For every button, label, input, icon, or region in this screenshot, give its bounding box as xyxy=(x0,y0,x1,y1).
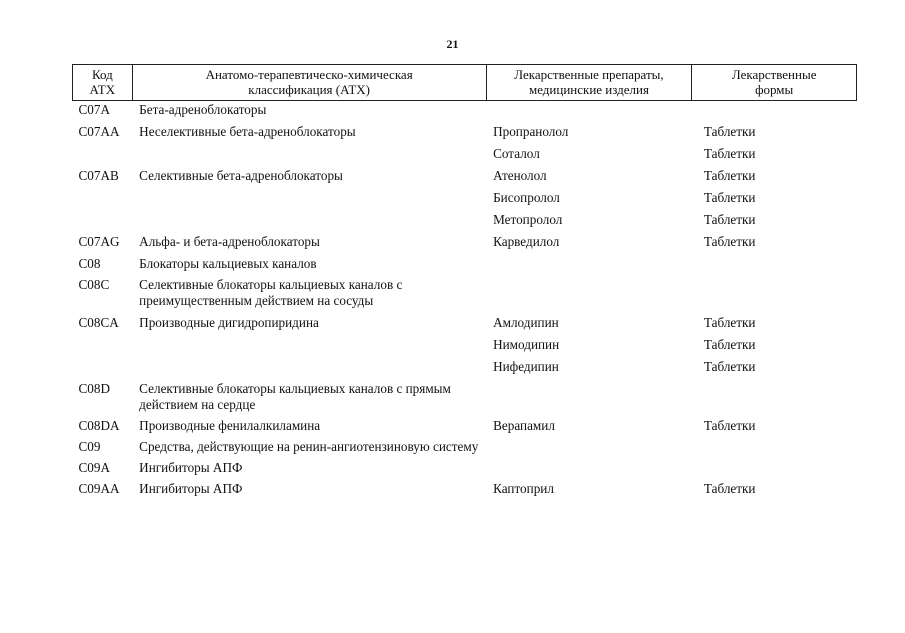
drug-name-cell: Каптоприл xyxy=(493,481,554,496)
table-row xyxy=(73,118,857,140)
classification-cell: Производные фенилалкиламина xyxy=(139,418,321,433)
classification-cell xyxy=(132,353,486,375)
drug-name-cell xyxy=(486,250,692,272)
dosage-form-cell: Таблетки xyxy=(703,146,756,161)
drug-name-cell xyxy=(486,272,692,309)
table-row xyxy=(73,331,857,353)
drug-name-cell: Карведилол xyxy=(493,234,560,249)
classification-cell: Средства, действующие на ренин-ангиотензиновую систему xyxy=(139,439,479,454)
table-row xyxy=(73,272,857,309)
dosage-form-cell: Таблетки xyxy=(703,337,756,352)
table-row xyxy=(73,455,857,476)
classification-cell: Альфа- и бета-адреноблокаторы xyxy=(139,234,320,249)
dosage-form-cell: Таблетки xyxy=(703,234,756,249)
atx-code-cell xyxy=(73,206,133,228)
atx-code-cell: C07AA xyxy=(78,124,120,139)
drug-name-cell: Амлодипин xyxy=(493,315,559,330)
drug-name-cell: Соталол xyxy=(493,146,540,161)
table-row xyxy=(73,228,857,250)
atx-code-cell: C08D xyxy=(78,381,111,396)
classification-cell: Бета-адреноблокаторы xyxy=(139,102,267,117)
header-forms: Лекарственные формы xyxy=(692,65,857,101)
atx-code-cell: C08CA xyxy=(78,315,119,330)
classification-cell: Селективные блокаторы кальциевых каналов с преимущественным действием на сосуды xyxy=(139,277,403,308)
header-drugs: Лекарственные препараты, медицинские изделия xyxy=(486,65,692,101)
atx-code-cell: C07AB xyxy=(78,168,119,183)
atx-code-cell: C09A xyxy=(78,460,111,475)
atx-code-cell: C09 xyxy=(78,439,101,454)
table-row xyxy=(73,140,857,162)
drug-name-cell: Метопролол xyxy=(493,212,563,227)
table-row xyxy=(73,184,857,206)
drug-name-cell: Нимодипин xyxy=(493,337,560,352)
atx-code-cell xyxy=(73,184,133,206)
classification-cell: Производные дигидропиридина xyxy=(139,315,319,330)
table-row xyxy=(73,353,857,375)
drug-name-cell xyxy=(486,101,692,119)
classification-cell: Селективные бета-адреноблокаторы xyxy=(139,168,343,183)
dosage-form-cell: Таблетки xyxy=(703,124,756,139)
atx-code-cell: C08 xyxy=(78,256,101,271)
dosage-form-cell xyxy=(692,455,857,476)
classification-cell: Ингибиторы АПФ xyxy=(139,460,243,475)
dosage-form-cell xyxy=(692,101,857,119)
classification-cell xyxy=(132,331,486,353)
classification-cell xyxy=(132,140,486,162)
atx-code-cell: C08DA xyxy=(78,418,120,433)
atx-table xyxy=(72,64,857,497)
drug-name-cell: Нифедипин xyxy=(493,359,559,374)
table-row xyxy=(73,413,857,434)
drug-name-cell: Верапамил xyxy=(493,418,555,433)
dosage-form-cell xyxy=(692,250,857,272)
dosage-form-cell xyxy=(692,375,857,413)
drug-name-cell xyxy=(486,375,692,413)
header-classification: Анатомо-терапевтическо-химическая классификация (АТХ) xyxy=(132,65,486,101)
dosage-form-cell: Таблетки xyxy=(703,190,756,205)
atx-code-cell: C07A xyxy=(78,102,111,117)
classification-cell: Селективные блокаторы кальциевых каналов с прямым действием на сердце xyxy=(139,381,451,412)
table-header-row xyxy=(73,65,857,101)
dosage-form-cell: Таблетки xyxy=(703,359,756,374)
classification-cell xyxy=(132,206,486,228)
table-row xyxy=(73,101,857,119)
table-body xyxy=(73,101,857,498)
drug-name-cell: Бисопролол xyxy=(493,190,560,205)
dosage-form-cell: Таблетки xyxy=(703,418,756,433)
dosage-form-cell: Таблетки xyxy=(703,481,756,496)
table-row xyxy=(73,476,857,497)
classification-cell: Ингибиторы АПФ xyxy=(139,481,243,496)
atx-code-cell xyxy=(73,353,133,375)
page-number: 21 xyxy=(446,37,459,51)
table-row xyxy=(73,309,857,331)
drug-name-cell xyxy=(486,455,692,476)
table-row xyxy=(73,375,857,413)
dosage-form-cell: Таблетки xyxy=(703,212,756,227)
dosage-form-cell xyxy=(692,272,857,309)
dosage-form-cell xyxy=(692,434,857,455)
table-row xyxy=(73,434,857,455)
drug-name-cell: Атенолол xyxy=(493,168,547,183)
drug-name-cell xyxy=(486,434,692,455)
atx-code-cell xyxy=(73,140,133,162)
atx-code-cell: C07AG xyxy=(78,234,120,249)
header-code: Код АТХ xyxy=(73,65,133,101)
dosage-form-cell: Таблетки xyxy=(703,315,756,330)
table-row xyxy=(73,206,857,228)
atx-code-cell: C09AA xyxy=(78,481,120,496)
atx-code-cell xyxy=(73,331,133,353)
table-row xyxy=(73,250,857,272)
table-row xyxy=(73,162,857,184)
dosage-form-cell: Таблетки xyxy=(703,168,756,183)
drug-name-cell: Пропранолол xyxy=(493,124,569,139)
classification-cell xyxy=(132,184,486,206)
classification-cell: Блокаторы кальциевых каналов xyxy=(139,256,317,271)
atx-code-cell: C08C xyxy=(78,277,110,292)
classification-cell: Неселективные бета-адреноблокаторы xyxy=(139,124,356,139)
